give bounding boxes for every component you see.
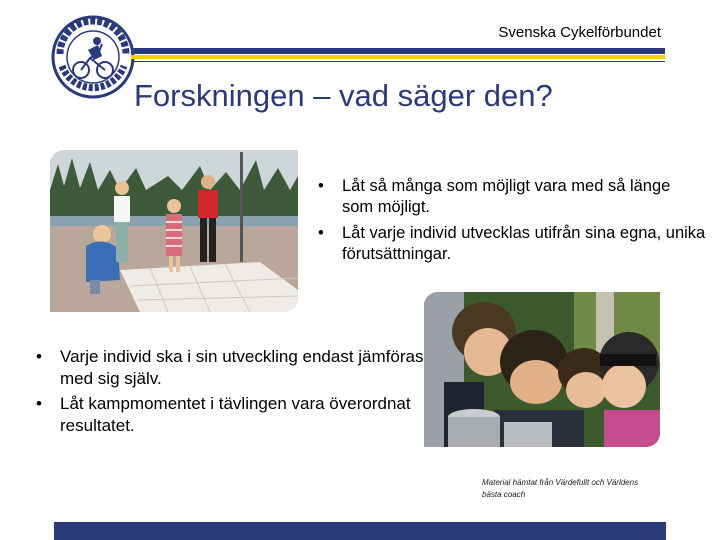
cyclist-logo-icon	[50, 14, 136, 100]
header-rule-yellow	[131, 55, 665, 59]
header-rule-thin	[131, 61, 665, 62]
bullet-item: • Låt varje individ utvecklas utifrån sina egna, unika förutsättningar.	[316, 223, 706, 266]
bullet-item: • Låt så många som möjligt vara med så länge som möjligt.	[316, 176, 706, 219]
bullet-item: • Varje individ ska i sin utveckling endast jämföras med sig själv.	[34, 346, 434, 390]
slide-title: Forskningen – vad säger den?	[134, 78, 553, 113]
bullet-item: • Låt kampmomentet i tävlingen vara överordnat resultatet.	[34, 393, 434, 437]
cycling-federation-logo	[50, 14, 136, 100]
source-note: Material hämtat från Värdefullt och Världens bästa coach	[482, 478, 639, 499]
header-rule-navy	[131, 48, 665, 54]
bullet-list-top	[316, 176, 706, 270]
children-outdoor-photo	[50, 150, 298, 312]
footer-bar	[54, 522, 666, 540]
youths-experiment-photo	[424, 292, 660, 447]
bullet-list-bottom	[34, 346, 434, 440]
organization-name: Svenska Cykelförbundet	[498, 24, 661, 41]
